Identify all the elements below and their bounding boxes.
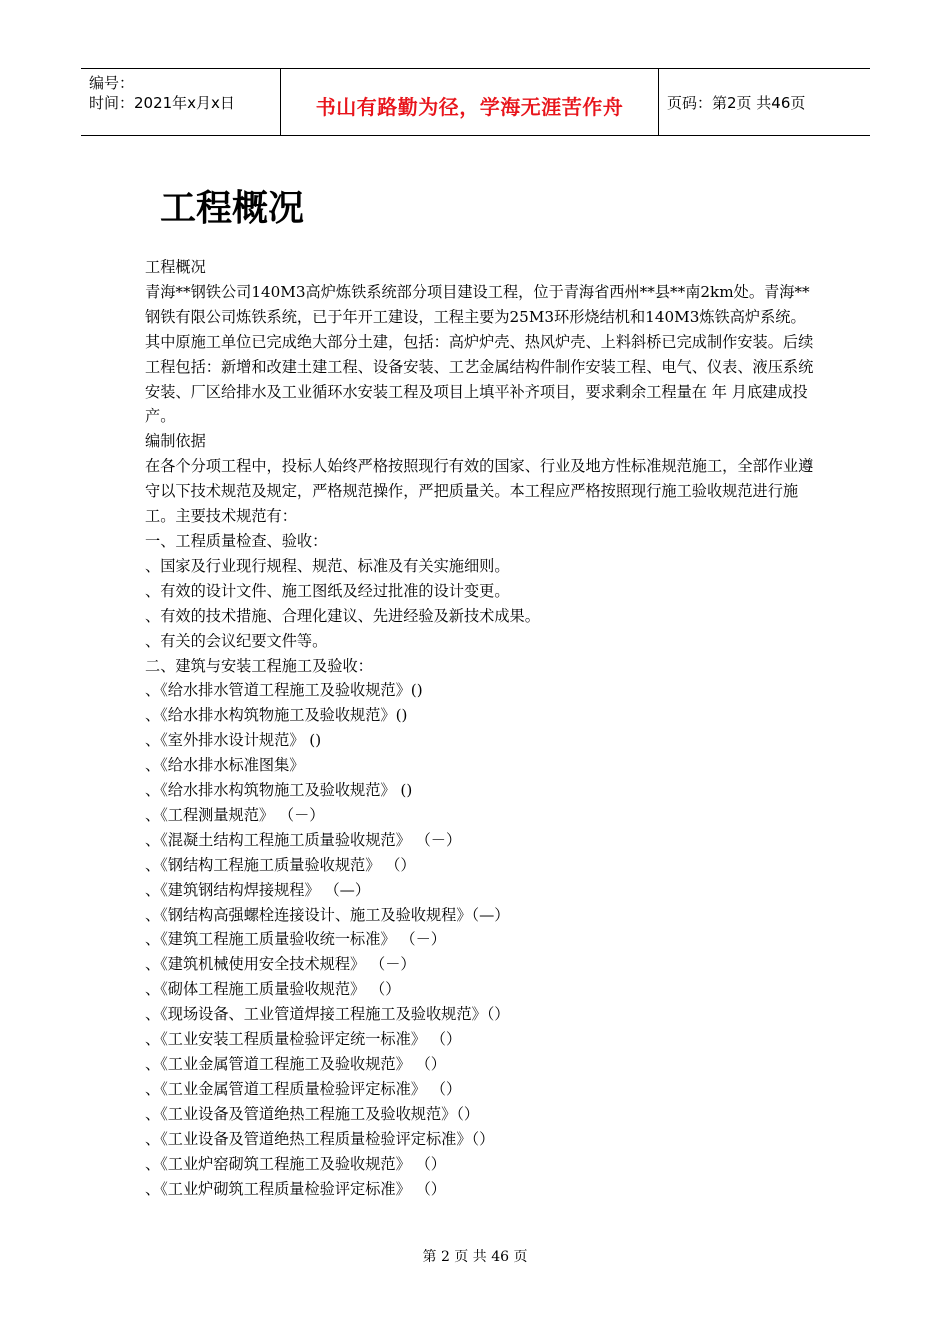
body-paragraph: 、《给水排水构筑物施工及验收规范》() bbox=[145, 706, 408, 725]
header-left-cell bbox=[81, 69, 281, 135]
body-paragraph: 、《工程测量规范》 （－） bbox=[145, 805, 325, 824]
body-paragraph: 、《混凝土结构工程施工质量验收规范》 （－） bbox=[145, 830, 462, 849]
body-paragraph: 、《建筑钢结构焊接规程》 （—） bbox=[145, 880, 371, 899]
time-line: 时间：2021年x月x日 bbox=[89, 94, 235, 112]
body-paragraph: 、《钢结构工程施工质量验收规范》 （） bbox=[145, 855, 416, 874]
body-paragraph: 、国家及行业现行规程、规范、标准及有关实施细则。 bbox=[145, 556, 510, 575]
number-label: 编号： bbox=[89, 74, 135, 92]
body-paragraph: 、有效的设计文件、施工图纸及经过批准的设计变更。 bbox=[145, 581, 510, 600]
body-paragraph: 、《现场设备、工业管道焊接工程施工及验收规范》（） bbox=[145, 1005, 510, 1024]
body-paragraph: 、《建筑机械使用安全技术规程》 （－） bbox=[145, 955, 416, 974]
body-paragraph: 其中原施工单位已完成绝大部分土建，包括：高炉炉壳、热风炉壳、上料斜桥已完成制作安装。后续工程包括：新增和改建土建工程、设备安装、工艺金属结构件制作安装工程、电气、仪表、液压系统安装、厂区给排水及工业循环水安装工程及项目上填平补齐项目，要求剩余工程量在 年 月底建成投产。 bbox=[145, 332, 814, 426]
body-paragraph: 、《给水排水标准图集》 bbox=[145, 756, 305, 775]
body-paragraph: 编制依据 bbox=[145, 432, 206, 451]
body-paragraph: 、《工业安装工程质量检验评定统一标准》 （） bbox=[145, 1030, 462, 1049]
body-paragraph: 青海**钢铁公司140M3高炉炼铁系统部分项目建设工程，位于青海省西州**县**南2km处。青海**钢铁有限公司炼铁系统，已于年开工建设，工程主要为25M3环形烧结机和140M3炼铁高炉系统。 bbox=[145, 282, 810, 326]
body-paragraph: 、《工业金属管道工程质量检验评定标准》 （） bbox=[145, 1079, 462, 1098]
body-paragraph: 一、工程质量检查、验收： bbox=[145, 531, 328, 550]
body-paragraph: 、《建筑工程施工质量验收统一标准》 （－） bbox=[145, 930, 446, 949]
page-header bbox=[81, 68, 870, 136]
body-paragraph: 工程概况 bbox=[145, 258, 206, 276]
body-paragraph: 、《工业设备及管道绝热工程质量检验评定标准》（） bbox=[145, 1129, 495, 1148]
body-paragraph: 、有关的会议纪要文件等。 bbox=[145, 631, 328, 650]
body-paragraph: 、《工业炉窑砌筑工程施工及验收规范》 （） bbox=[145, 1154, 446, 1173]
body-paragraph: 在各个分项工程中，投标人始终严格按照现行有效的国家、行业及地方性标准规范施工，全部作业遵守以下技术规范及规定，严格规范操作，严把质量关。本工程应严格按照现行施工验收规范进行施工。主要技术规范有： bbox=[145, 457, 814, 526]
page-title: 工程概况 bbox=[160, 188, 305, 229]
body-paragraph: 、《工业金属管道工程施工及验收规范》 （） bbox=[145, 1055, 446, 1073]
body-paragraph: 、《给水排水构筑物施工及验收规范》 () bbox=[145, 781, 413, 800]
header-page-info: 页码：第2页 共46页 bbox=[667, 93, 806, 112]
body-paragraph: 、《工业炉砌筑工程质量检验评定标准》 （） bbox=[145, 1179, 446, 1198]
header-motto: 书山有路勤为径，学海无涯苦作舟 bbox=[281, 69, 659, 135]
body-paragraph: 、《钢结构高强螺栓连接设计、施工及验收规程》（—） bbox=[145, 905, 510, 924]
body-paragraph: 、《给水排水管道工程施工及验收规范》() bbox=[145, 681, 423, 700]
body-paragraph: 、有效的技术措施、合理化建议、先进经验及新技术成果。 bbox=[145, 606, 540, 625]
body-paragraph: 、《砌体工程施工质量验收规范》 （） bbox=[145, 980, 401, 999]
body-paragraph: 二、建筑与安装工程施工及验收： bbox=[145, 656, 373, 675]
body-paragraph: 、《工业设备及管道绝热工程施工及验收规范》（） bbox=[145, 1104, 480, 1123]
body-paragraph: 、《室外排水设计规范》 () bbox=[145, 731, 322, 750]
page-footer: 第 2 页 共 46 页 bbox=[422, 1249, 528, 1265]
document-body bbox=[145, 255, 815, 1201]
